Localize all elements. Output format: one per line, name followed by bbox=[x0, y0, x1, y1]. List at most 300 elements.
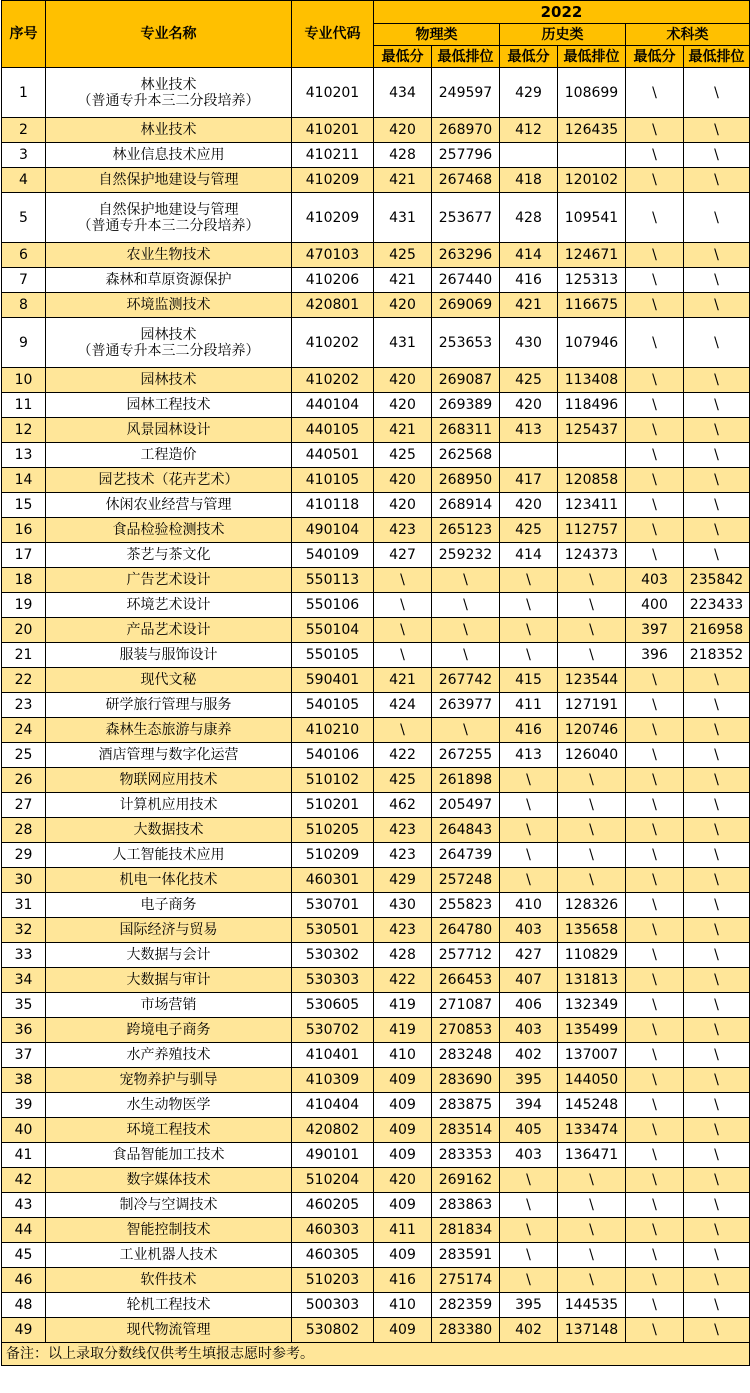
major-code-cell: 550105 bbox=[292, 643, 374, 668]
major-name: 机电一体化技术 bbox=[119, 872, 218, 888]
table-row bbox=[2, 393, 750, 418]
physics-min-rank-cell: 267255 bbox=[432, 743, 500, 768]
header-category-physics: 物理类 bbox=[374, 24, 500, 46]
arts-min-score-cell: 397 bbox=[626, 618, 684, 643]
major-name-cell bbox=[46, 318, 292, 368]
seq-cell: 5 bbox=[2, 193, 46, 243]
physics-min-score-cell: \ bbox=[374, 618, 432, 643]
major-code-cell: 530701 bbox=[292, 893, 374, 918]
history-min-score-cell: 425 bbox=[500, 368, 558, 393]
history-min-score-cell: \ bbox=[500, 818, 558, 843]
history-min-rank-cell: 108699 bbox=[558, 68, 626, 118]
major-name: 森林和草原资源保护 bbox=[105, 272, 232, 288]
major-name-cell bbox=[46, 1018, 292, 1043]
seq-cell: 3 bbox=[2, 143, 46, 168]
table-row bbox=[2, 1218, 750, 1243]
footnote: 备注：以上录取分数线仅供考生填报志愿时参考。 bbox=[2, 1343, 750, 1366]
table-row bbox=[2, 618, 750, 643]
physics-min-score-cell: 420 bbox=[374, 468, 432, 493]
major-code-cell: 530702 bbox=[292, 1018, 374, 1043]
arts-min-score-cell: \ bbox=[626, 1318, 684, 1343]
major-name: 森林生态旅游与康养 bbox=[105, 722, 232, 738]
major-name: 大数据技术 bbox=[133, 822, 204, 838]
history-min-rank-cell: 127191 bbox=[558, 693, 626, 718]
physics-min-rank-cell: 281834 bbox=[432, 1218, 500, 1243]
major-code-cell: 550113 bbox=[292, 568, 374, 593]
major-code-cell: 410105 bbox=[292, 468, 374, 493]
major-code-cell: 540105 bbox=[292, 693, 374, 718]
major-code-cell: 410401 bbox=[292, 1043, 374, 1068]
history-min-rank-cell: \ bbox=[558, 1218, 626, 1243]
physics-min-rank-cell: 264843 bbox=[432, 818, 500, 843]
physics-min-score-cell: 427 bbox=[374, 543, 432, 568]
header-min-score: 最低分 bbox=[626, 46, 684, 68]
major-name: 宠物养护与驯导 bbox=[119, 1072, 218, 1088]
major-code-cell: 420802 bbox=[292, 1118, 374, 1143]
arts-min-rank-cell: \ bbox=[684, 1018, 750, 1043]
seq-cell: 28 bbox=[2, 818, 46, 843]
physics-min-rank-cell: 264780 bbox=[432, 918, 500, 943]
physics-min-rank-cell: 283514 bbox=[432, 1118, 500, 1143]
arts-min-score-cell: \ bbox=[626, 1193, 684, 1218]
major-name: 环境工程技术 bbox=[126, 1122, 211, 1138]
major-name-cell bbox=[46, 1118, 292, 1143]
table-row bbox=[2, 1243, 750, 1268]
major-code-cell: 410404 bbox=[292, 1093, 374, 1118]
major-code-cell: 490101 bbox=[292, 1143, 374, 1168]
arts-min-score-cell: \ bbox=[626, 1218, 684, 1243]
physics-min-rank-cell: 267468 bbox=[432, 168, 500, 193]
major-code-cell: 420801 bbox=[292, 293, 374, 318]
arts-min-score-cell: \ bbox=[626, 1268, 684, 1293]
arts-min-rank-cell: \ bbox=[684, 1093, 750, 1118]
seq-cell: 14 bbox=[2, 468, 46, 493]
table-row bbox=[2, 243, 750, 268]
arts-min-score-cell: \ bbox=[626, 318, 684, 368]
history-min-score-cell bbox=[500, 143, 558, 168]
table-row bbox=[2, 793, 750, 818]
table-row bbox=[2, 568, 750, 593]
arts-min-rank-cell: \ bbox=[684, 393, 750, 418]
arts-min-score-cell: \ bbox=[626, 268, 684, 293]
arts-min-rank-cell: \ bbox=[684, 293, 750, 318]
history-min-score-cell: 425 bbox=[500, 518, 558, 543]
history-min-score-cell: \ bbox=[500, 1168, 558, 1193]
physics-min-score-cell: 431 bbox=[374, 193, 432, 243]
arts-min-score-cell: \ bbox=[626, 518, 684, 543]
history-min-rank-cell: \ bbox=[558, 1268, 626, 1293]
major-name: 环境监测技术 bbox=[126, 297, 211, 313]
arts-min-rank-cell: \ bbox=[684, 468, 750, 493]
history-min-score-cell: 414 bbox=[500, 243, 558, 268]
header-year: 2022 bbox=[374, 1, 750, 24]
major-name: 制冷与空调技术 bbox=[119, 1197, 218, 1213]
physics-min-rank-cell: 267440 bbox=[432, 268, 500, 293]
arts-min-score-cell: \ bbox=[626, 668, 684, 693]
major-code-cell: 460301 bbox=[292, 868, 374, 893]
history-min-rank-cell: 116675 bbox=[558, 293, 626, 318]
history-min-score-cell: \ bbox=[500, 868, 558, 893]
arts-min-score-cell: \ bbox=[626, 1168, 684, 1193]
header-min-rank: 最低排位 bbox=[432, 46, 500, 68]
table-row bbox=[2, 1043, 750, 1068]
major-name: 休闲农业经营与管理 bbox=[105, 497, 232, 513]
table-row bbox=[2, 718, 750, 743]
seq-cell: 23 bbox=[2, 693, 46, 718]
physics-min-score-cell: \ bbox=[374, 593, 432, 618]
arts-min-score-cell: \ bbox=[626, 368, 684, 393]
physics-min-score-cell: 425 bbox=[374, 243, 432, 268]
header-category-history: 历史类 bbox=[500, 24, 626, 46]
history-min-rank-cell: \ bbox=[558, 1168, 626, 1193]
seq-cell: 16 bbox=[2, 518, 46, 543]
table-row bbox=[2, 293, 750, 318]
major-name-cell bbox=[46, 868, 292, 893]
history-min-rank-cell: 137148 bbox=[558, 1318, 626, 1343]
seq-cell: 8 bbox=[2, 293, 46, 318]
history-min-rank-cell: 110829 bbox=[558, 943, 626, 968]
table-row bbox=[2, 743, 750, 768]
major-name: 林业技术 bbox=[140, 122, 197, 138]
seq-cell: 12 bbox=[2, 418, 46, 443]
arts-min-rank-cell: \ bbox=[684, 1293, 750, 1318]
history-min-score-cell: \ bbox=[500, 768, 558, 793]
seq-cell: 36 bbox=[2, 1018, 46, 1043]
major-code-cell: 460205 bbox=[292, 1193, 374, 1218]
major-name-cell bbox=[46, 1218, 292, 1243]
arts-min-rank-cell: \ bbox=[684, 993, 750, 1018]
major-note: （普通专升本三二分段培养） bbox=[77, 217, 260, 234]
major-code-cell: 440501 bbox=[292, 443, 374, 468]
seq-cell: 42 bbox=[2, 1168, 46, 1193]
physics-min-score-cell: 420 bbox=[374, 118, 432, 143]
physics-min-score-cell: \ bbox=[374, 643, 432, 668]
history-min-score-cell: 427 bbox=[500, 943, 558, 968]
arts-min-score-cell: \ bbox=[626, 693, 684, 718]
arts-min-rank-cell: \ bbox=[684, 493, 750, 518]
physics-min-rank-cell: 265123 bbox=[432, 518, 500, 543]
table-row bbox=[2, 493, 750, 518]
history-min-rank-cell: 120102 bbox=[558, 168, 626, 193]
arts-min-rank-cell: \ bbox=[684, 118, 750, 143]
seq-cell: 41 bbox=[2, 1143, 46, 1168]
arts-min-score-cell: \ bbox=[626, 543, 684, 568]
table-row bbox=[2, 843, 750, 868]
history-min-score-cell: 403 bbox=[500, 918, 558, 943]
seq-cell: 27 bbox=[2, 793, 46, 818]
arts-min-score-cell: \ bbox=[626, 768, 684, 793]
major-name-cell bbox=[46, 993, 292, 1018]
physics-min-score-cell: 409 bbox=[374, 1068, 432, 1093]
arts-min-rank-cell: \ bbox=[684, 1043, 750, 1068]
history-min-score-cell: 395 bbox=[500, 1293, 558, 1318]
table-row bbox=[2, 518, 750, 543]
history-min-rank-cell: 120858 bbox=[558, 468, 626, 493]
history-min-score-cell: 417 bbox=[500, 468, 558, 493]
history-min-score-cell: 420 bbox=[500, 393, 558, 418]
major-code-cell: 460303 bbox=[292, 1218, 374, 1243]
arts-min-rank-cell: \ bbox=[684, 368, 750, 393]
arts-min-score-cell: \ bbox=[626, 793, 684, 818]
history-min-score-cell: 402 bbox=[500, 1043, 558, 1068]
arts-min-score-cell: \ bbox=[626, 943, 684, 968]
table-row bbox=[2, 993, 750, 1018]
history-min-score-cell: \ bbox=[500, 1193, 558, 1218]
arts-min-rank-cell: \ bbox=[684, 143, 750, 168]
arts-min-score-cell: \ bbox=[626, 418, 684, 443]
physics-min-score-cell: 434 bbox=[374, 68, 432, 118]
major-name: 食品智能加工技术 bbox=[112, 1147, 225, 1163]
major-name: 数字媒体技术 bbox=[126, 1172, 211, 1188]
major-name-cell bbox=[46, 768, 292, 793]
major-name-cell bbox=[46, 943, 292, 968]
physics-min-score-cell: 423 bbox=[374, 518, 432, 543]
major-name: 研学旅行管理与服务 bbox=[105, 697, 232, 713]
history-min-score-cell: 415 bbox=[500, 668, 558, 693]
seq-cell: 25 bbox=[2, 743, 46, 768]
table-row bbox=[2, 1318, 750, 1343]
table-row bbox=[2, 1268, 750, 1293]
seq-cell: 30 bbox=[2, 868, 46, 893]
arts-min-score-cell: \ bbox=[626, 168, 684, 193]
seq-cell: 2 bbox=[2, 118, 46, 143]
arts-min-rank-cell: \ bbox=[684, 243, 750, 268]
seq-cell: 13 bbox=[2, 443, 46, 468]
history-min-score-cell: 394 bbox=[500, 1093, 558, 1118]
seq-cell: 46 bbox=[2, 1268, 46, 1293]
major-name: 水生动物医学 bbox=[126, 1097, 211, 1113]
major-name-cell bbox=[46, 193, 292, 243]
header-major-name: 专业名称 bbox=[46, 1, 292, 68]
physics-min-score-cell: 422 bbox=[374, 968, 432, 993]
physics-min-score-cell: 420 bbox=[374, 393, 432, 418]
history-min-rank-cell: 124373 bbox=[558, 543, 626, 568]
major-name: 市场营销 bbox=[140, 997, 197, 1013]
seq-cell: 39 bbox=[2, 1093, 46, 1118]
major-note: （普通专升本三二分段培养） bbox=[77, 342, 260, 359]
physics-min-rank-cell: 283863 bbox=[432, 1193, 500, 1218]
arts-min-score-cell: \ bbox=[626, 993, 684, 1018]
major-code-cell: 460305 bbox=[292, 1243, 374, 1268]
physics-min-score-cell: 420 bbox=[374, 368, 432, 393]
history-min-rank-cell: 107946 bbox=[558, 318, 626, 368]
major-name-cell bbox=[46, 693, 292, 718]
physics-min-rank-cell: 268311 bbox=[432, 418, 500, 443]
physics-min-score-cell: 421 bbox=[374, 418, 432, 443]
physics-min-score-cell: 409 bbox=[374, 1093, 432, 1118]
physics-min-score-cell: 420 bbox=[374, 1168, 432, 1193]
major-code-cell: 550106 bbox=[292, 593, 374, 618]
major-name-cell bbox=[46, 893, 292, 918]
arts-min-rank-cell: \ bbox=[684, 718, 750, 743]
seq-cell: 7 bbox=[2, 268, 46, 293]
major-name-cell bbox=[46, 743, 292, 768]
major-name: 智能控制技术 bbox=[126, 1222, 211, 1238]
major-note: （普通专升本三二分段培养） bbox=[77, 92, 260, 109]
physics-min-rank-cell: 283591 bbox=[432, 1243, 500, 1268]
arts-min-score-cell: 396 bbox=[626, 643, 684, 668]
physics-min-rank-cell: 268950 bbox=[432, 468, 500, 493]
arts-min-rank-cell: \ bbox=[684, 1218, 750, 1243]
seq-cell: 15 bbox=[2, 493, 46, 518]
history-min-rank-cell bbox=[558, 443, 626, 468]
history-min-rank-cell bbox=[558, 143, 626, 168]
table-header bbox=[2, 1, 750, 68]
history-min-score-cell: 405 bbox=[500, 1118, 558, 1143]
major-code-cell: 410209 bbox=[292, 168, 374, 193]
arts-min-score-cell: \ bbox=[626, 818, 684, 843]
history-min-rank-cell: 133474 bbox=[558, 1118, 626, 1143]
physics-min-rank-cell: 268914 bbox=[432, 493, 500, 518]
arts-min-rank-cell: \ bbox=[684, 893, 750, 918]
arts-min-rank-cell: \ bbox=[684, 1068, 750, 1093]
major-code-cell: 550104 bbox=[292, 618, 374, 643]
physics-min-score-cell: \ bbox=[374, 568, 432, 593]
arts-min-rank-cell: \ bbox=[684, 193, 750, 243]
seq-cell: 35 bbox=[2, 993, 46, 1018]
physics-min-rank-cell: 283380 bbox=[432, 1318, 500, 1343]
major-name-cell bbox=[46, 1168, 292, 1193]
table-row bbox=[2, 768, 750, 793]
major-name: 跨境电子商务 bbox=[126, 1022, 211, 1038]
major-name: 茶艺与茶文化 bbox=[126, 547, 211, 563]
history-min-score-cell: 430 bbox=[500, 318, 558, 368]
major-code-cell: 530605 bbox=[292, 993, 374, 1018]
history-min-rank-cell: \ bbox=[558, 618, 626, 643]
seq-cell: 29 bbox=[2, 843, 46, 868]
seq-cell: 4 bbox=[2, 168, 46, 193]
table-row bbox=[2, 468, 750, 493]
physics-min-rank-cell: \ bbox=[432, 718, 500, 743]
arts-min-score-cell: \ bbox=[626, 743, 684, 768]
table-row bbox=[2, 193, 750, 243]
arts-min-rank-cell: 218352 bbox=[684, 643, 750, 668]
major-code-cell: 540109 bbox=[292, 543, 374, 568]
major-name-cell bbox=[46, 418, 292, 443]
major-code-cell: 410202 bbox=[292, 368, 374, 393]
major-name-cell bbox=[46, 268, 292, 293]
major-name: 轮机工程技术 bbox=[126, 1297, 211, 1313]
physics-min-rank-cell: 269087 bbox=[432, 368, 500, 393]
history-min-score-cell: 414 bbox=[500, 543, 558, 568]
arts-min-score-cell: \ bbox=[626, 243, 684, 268]
major-name: 工程造价 bbox=[140, 447, 197, 463]
history-min-rank-cell: 125437 bbox=[558, 418, 626, 443]
physics-min-rank-cell: 267742 bbox=[432, 668, 500, 693]
physics-min-rank-cell: 261898 bbox=[432, 768, 500, 793]
table-row bbox=[2, 968, 750, 993]
major-name-cell bbox=[46, 493, 292, 518]
history-min-score-cell: 413 bbox=[500, 418, 558, 443]
physics-min-rank-cell: 262568 bbox=[432, 443, 500, 468]
history-min-rank-cell: \ bbox=[558, 818, 626, 843]
physics-min-score-cell: 462 bbox=[374, 793, 432, 818]
seq-cell: 1 bbox=[2, 68, 46, 118]
major-name: 林业技术 bbox=[140, 76, 197, 93]
physics-min-rank-cell: 282359 bbox=[432, 1293, 500, 1318]
major-code-cell: 530501 bbox=[292, 918, 374, 943]
history-min-score-cell: 421 bbox=[500, 293, 558, 318]
physics-min-rank-cell: 283690 bbox=[432, 1068, 500, 1093]
physics-min-score-cell: 423 bbox=[374, 843, 432, 868]
major-name-cell bbox=[46, 518, 292, 543]
physics-min-score-cell: 420 bbox=[374, 293, 432, 318]
physics-min-rank-cell: 283353 bbox=[432, 1143, 500, 1168]
arts-min-rank-cell: \ bbox=[684, 1243, 750, 1268]
arts-min-score-cell: \ bbox=[626, 1018, 684, 1043]
history-min-rank-cell: 128326 bbox=[558, 893, 626, 918]
major-name-cell bbox=[46, 968, 292, 993]
history-min-rank-cell: 135499 bbox=[558, 1018, 626, 1043]
admission-score-table bbox=[1, 0, 750, 1366]
physics-min-rank-cell: 270853 bbox=[432, 1018, 500, 1043]
physics-min-score-cell: 421 bbox=[374, 668, 432, 693]
major-code-cell: 410211 bbox=[292, 143, 374, 168]
major-code-cell: 590401 bbox=[292, 668, 374, 693]
header-seq: 序号 bbox=[2, 1, 46, 68]
arts-min-rank-cell: \ bbox=[684, 318, 750, 368]
arts-min-rank-cell: \ bbox=[684, 1168, 750, 1193]
physics-min-score-cell: 431 bbox=[374, 318, 432, 368]
seq-cell: 49 bbox=[2, 1318, 46, 1343]
major-name-cell bbox=[46, 443, 292, 468]
major-code-cell: 510204 bbox=[292, 1168, 374, 1193]
major-name: 产品艺术设计 bbox=[126, 622, 211, 638]
arts-min-score-cell: \ bbox=[626, 1093, 684, 1118]
arts-min-score-cell: \ bbox=[626, 1143, 684, 1168]
major-name-cell bbox=[46, 468, 292, 493]
major-name-cell bbox=[46, 168, 292, 193]
arts-min-rank-cell: 235842 bbox=[684, 568, 750, 593]
major-name-cell bbox=[46, 1243, 292, 1268]
physics-min-rank-cell: 257796 bbox=[432, 143, 500, 168]
major-code-cell: 410210 bbox=[292, 718, 374, 743]
history-min-rank-cell: 137007 bbox=[558, 1043, 626, 1068]
physics-min-score-cell: 409 bbox=[374, 1118, 432, 1143]
seq-cell: 19 bbox=[2, 593, 46, 618]
arts-min-score-cell: \ bbox=[626, 493, 684, 518]
history-min-rank-cell: \ bbox=[558, 568, 626, 593]
physics-min-score-cell: 429 bbox=[374, 868, 432, 893]
arts-min-score-cell: \ bbox=[626, 68, 684, 118]
table-row bbox=[2, 1293, 750, 1318]
major-name-cell bbox=[46, 593, 292, 618]
history-min-rank-cell: 144535 bbox=[558, 1293, 626, 1318]
major-name-cell bbox=[46, 1268, 292, 1293]
history-min-score-cell: \ bbox=[500, 618, 558, 643]
physics-min-score-cell: 428 bbox=[374, 143, 432, 168]
arts-min-rank-cell: \ bbox=[684, 1268, 750, 1293]
history-min-score-cell: \ bbox=[500, 1243, 558, 1268]
major-code-cell: 510209 bbox=[292, 843, 374, 868]
physics-min-score-cell: 425 bbox=[374, 768, 432, 793]
major-name: 园艺技术（花卉艺术） bbox=[98, 472, 239, 488]
major-name: 计算机应用技术 bbox=[119, 797, 218, 813]
arts-min-rank-cell: \ bbox=[684, 268, 750, 293]
arts-min-score-cell: \ bbox=[626, 118, 684, 143]
history-min-score-cell: \ bbox=[500, 1268, 558, 1293]
arts-min-rank-cell: \ bbox=[684, 793, 750, 818]
physics-min-score-cell: 419 bbox=[374, 993, 432, 1018]
major-code-cell: 490104 bbox=[292, 518, 374, 543]
physics-min-rank-cell: 253677 bbox=[432, 193, 500, 243]
major-name: 软件技术 bbox=[140, 1272, 197, 1288]
major-name: 自然保护地建设与管理 bbox=[98, 172, 239, 188]
history-min-score-cell: 412 bbox=[500, 118, 558, 143]
history-min-score-cell: \ bbox=[500, 843, 558, 868]
physics-min-score-cell: 425 bbox=[374, 443, 432, 468]
physics-min-score-cell: 416 bbox=[374, 1268, 432, 1293]
